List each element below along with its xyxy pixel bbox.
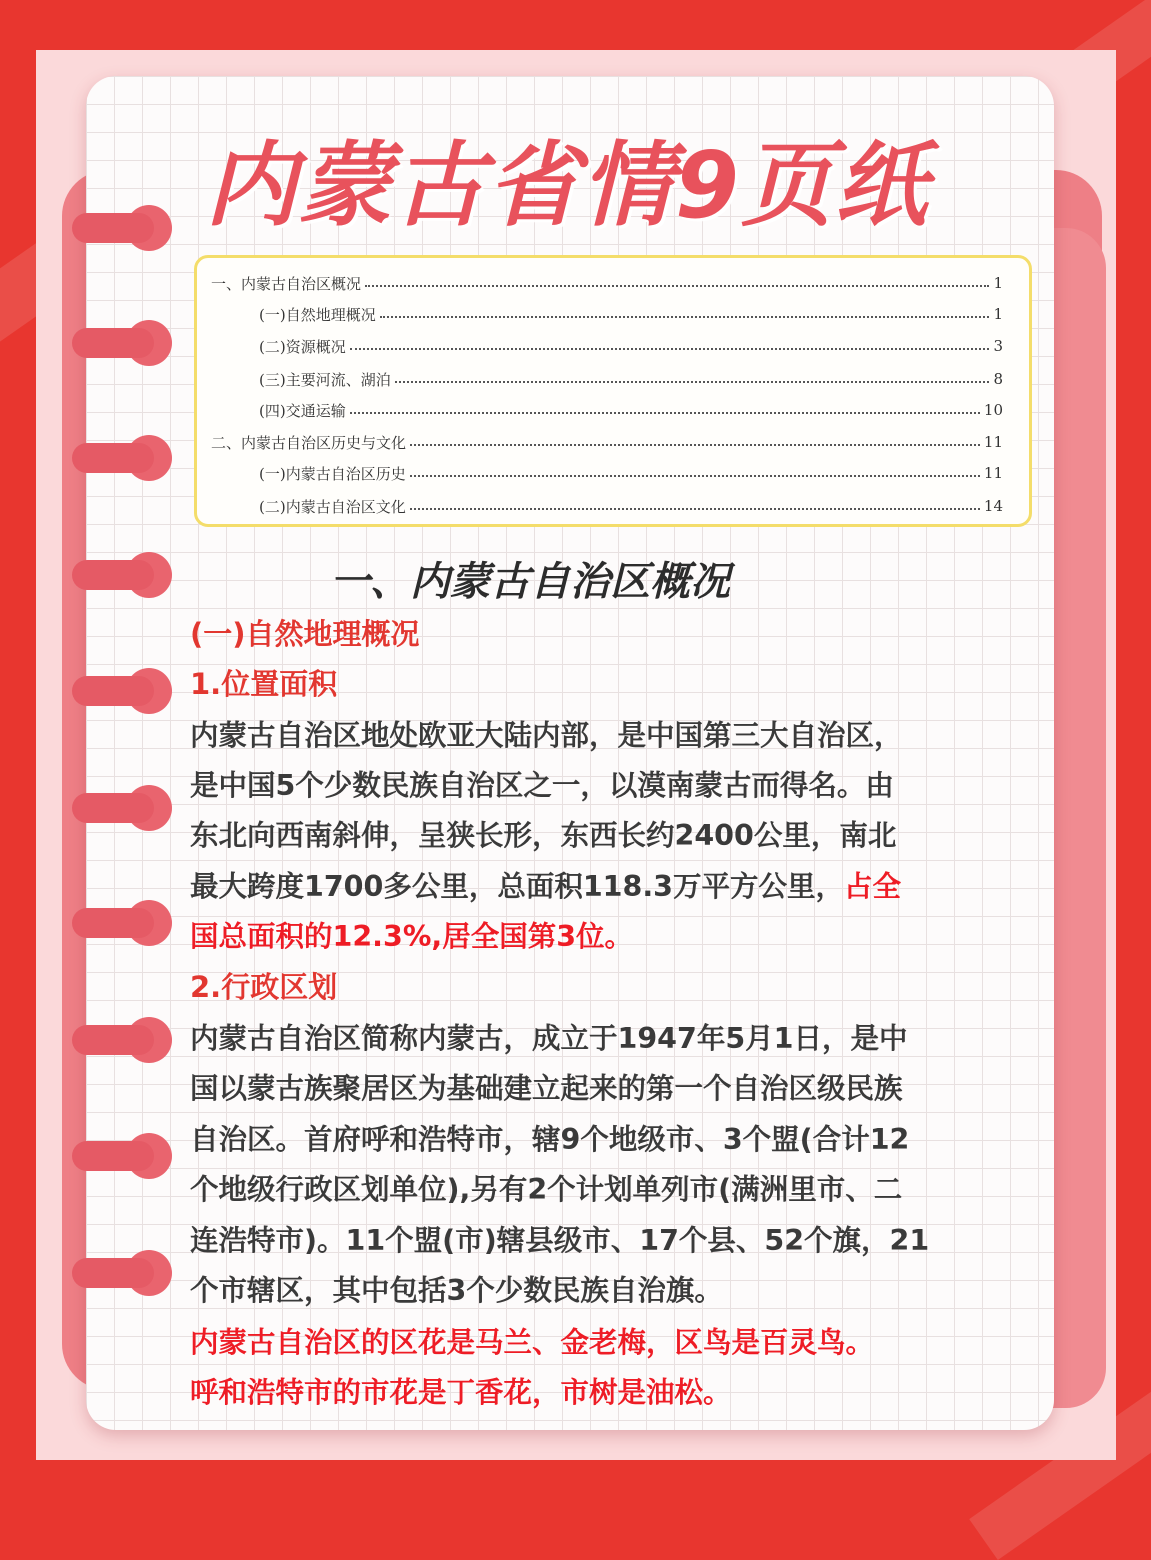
toc-entry-page: 14 bbox=[983, 497, 1003, 515]
toc-entry-label: (四)交通运输 bbox=[259, 401, 346, 420]
toc-entry-label: 二、内蒙古自治区历史与文化 bbox=[211, 433, 407, 452]
toc-entry bbox=[259, 368, 1003, 390]
toc-entry bbox=[259, 303, 1003, 325]
toc-leader-dots bbox=[380, 316, 990, 318]
body-line bbox=[190, 864, 901, 905]
toc-entry bbox=[211, 272, 1003, 294]
toc-entry-label: 一、内蒙古自治区概况 bbox=[211, 274, 362, 293]
toc-entry-page: 11 bbox=[983, 433, 1003, 451]
toc-leader-dots bbox=[410, 508, 980, 510]
body-line: 是中国5个少数民族自治区之一，以漠南蒙古而得名。由 bbox=[190, 769, 894, 802]
body-line: 内蒙古自治区简称内蒙古，成立于1947年5月1日，是中 bbox=[190, 1022, 908, 1055]
body-line: 国以蒙古族聚居区为基础建立起来的第一个自治区级民族 bbox=[190, 1072, 903, 1105]
body-line: 个市辖区，其中包括3个少数民族自治旗。 bbox=[190, 1274, 723, 1307]
toc-entry-label: (三)主要河流、湖泊 bbox=[259, 370, 391, 389]
body-line: 自治区。首府呼和浩特市，辖9个地级市、3个盟(合计12 bbox=[190, 1123, 910, 1156]
ring bbox=[72, 328, 154, 358]
toc-entry-label: (一)内蒙古自治区历史 bbox=[259, 464, 406, 483]
toc-entry-page: 1 bbox=[993, 305, 1003, 323]
toc-entry bbox=[259, 335, 1003, 357]
ring bbox=[72, 560, 154, 590]
toc-leader-dots bbox=[350, 348, 990, 350]
toc-entry bbox=[259, 399, 1003, 421]
body-line: 内蒙古自治区地处欧亚大陆内部，是中国第三大自治区， bbox=[190, 719, 903, 752]
ring bbox=[72, 213, 154, 243]
ring bbox=[72, 1141, 154, 1171]
body-line: 连浩特市)。11个盟(市)辖县级市、17个县、52个旗，21 bbox=[190, 1224, 930, 1257]
highlight-line: 国总面积的12.3%,居全国第3位。 bbox=[190, 920, 634, 953]
ring bbox=[72, 908, 154, 938]
toc-entry bbox=[259, 495, 1003, 517]
toc-entry-label: (二)内蒙古自治区文化 bbox=[259, 497, 406, 516]
highlight-line: 内蒙古自治区的区花是马兰、金老梅，区鸟是百灵鸟。 bbox=[190, 1326, 875, 1359]
location-heading: 1.位置面积 bbox=[190, 667, 338, 701]
toc-entry-page: 1 bbox=[993, 274, 1003, 292]
toc-entry-page: 11 bbox=[983, 464, 1003, 482]
toc-entry-page: 3 bbox=[993, 337, 1003, 355]
subsection-heading: (一)自然地理概况 bbox=[190, 617, 420, 651]
ring bbox=[72, 1258, 154, 1288]
toc-entry bbox=[211, 431, 1003, 453]
body-line: 东北向西南斜伸，呈狭长形，东西长约2400公里，南北 bbox=[190, 819, 897, 852]
admin-heading: 2.行政区划 bbox=[190, 970, 338, 1004]
highlight-text: 占全 bbox=[843, 870, 901, 903]
ring bbox=[72, 1025, 154, 1055]
toc-entry-page: 8 bbox=[993, 370, 1003, 388]
toc-entry-label: (二)资源概况 bbox=[259, 337, 346, 356]
toc-entry-label: (一)自然地理概况 bbox=[259, 305, 376, 324]
toc-entry bbox=[259, 462, 1003, 484]
body-line-text: 最大跨度1700多公里，总面积118.3万平方公里， bbox=[190, 870, 844, 903]
toc-leader-dots bbox=[350, 412, 980, 414]
table-of-contents bbox=[194, 255, 1032, 527]
ring bbox=[72, 793, 154, 823]
toc-leader-dots bbox=[395, 381, 990, 383]
toc-leader-dots bbox=[410, 444, 980, 446]
section-heading: 一、内蒙古自治区概况 bbox=[330, 559, 730, 605]
ring bbox=[72, 676, 154, 706]
toc-entry-page: 10 bbox=[983, 401, 1003, 419]
toc-leader-dots bbox=[365, 285, 989, 287]
highlight-line: 呼和浩特市的市花是丁香花，市树是油松。 bbox=[190, 1376, 732, 1409]
ring bbox=[72, 443, 154, 473]
page-title: 内蒙古省情9页纸 bbox=[205, 132, 930, 239]
body-line: 个地级行政区划单位),另有2个计划单列市(满洲里市、二 bbox=[190, 1173, 903, 1206]
toc-leader-dots bbox=[410, 475, 980, 477]
